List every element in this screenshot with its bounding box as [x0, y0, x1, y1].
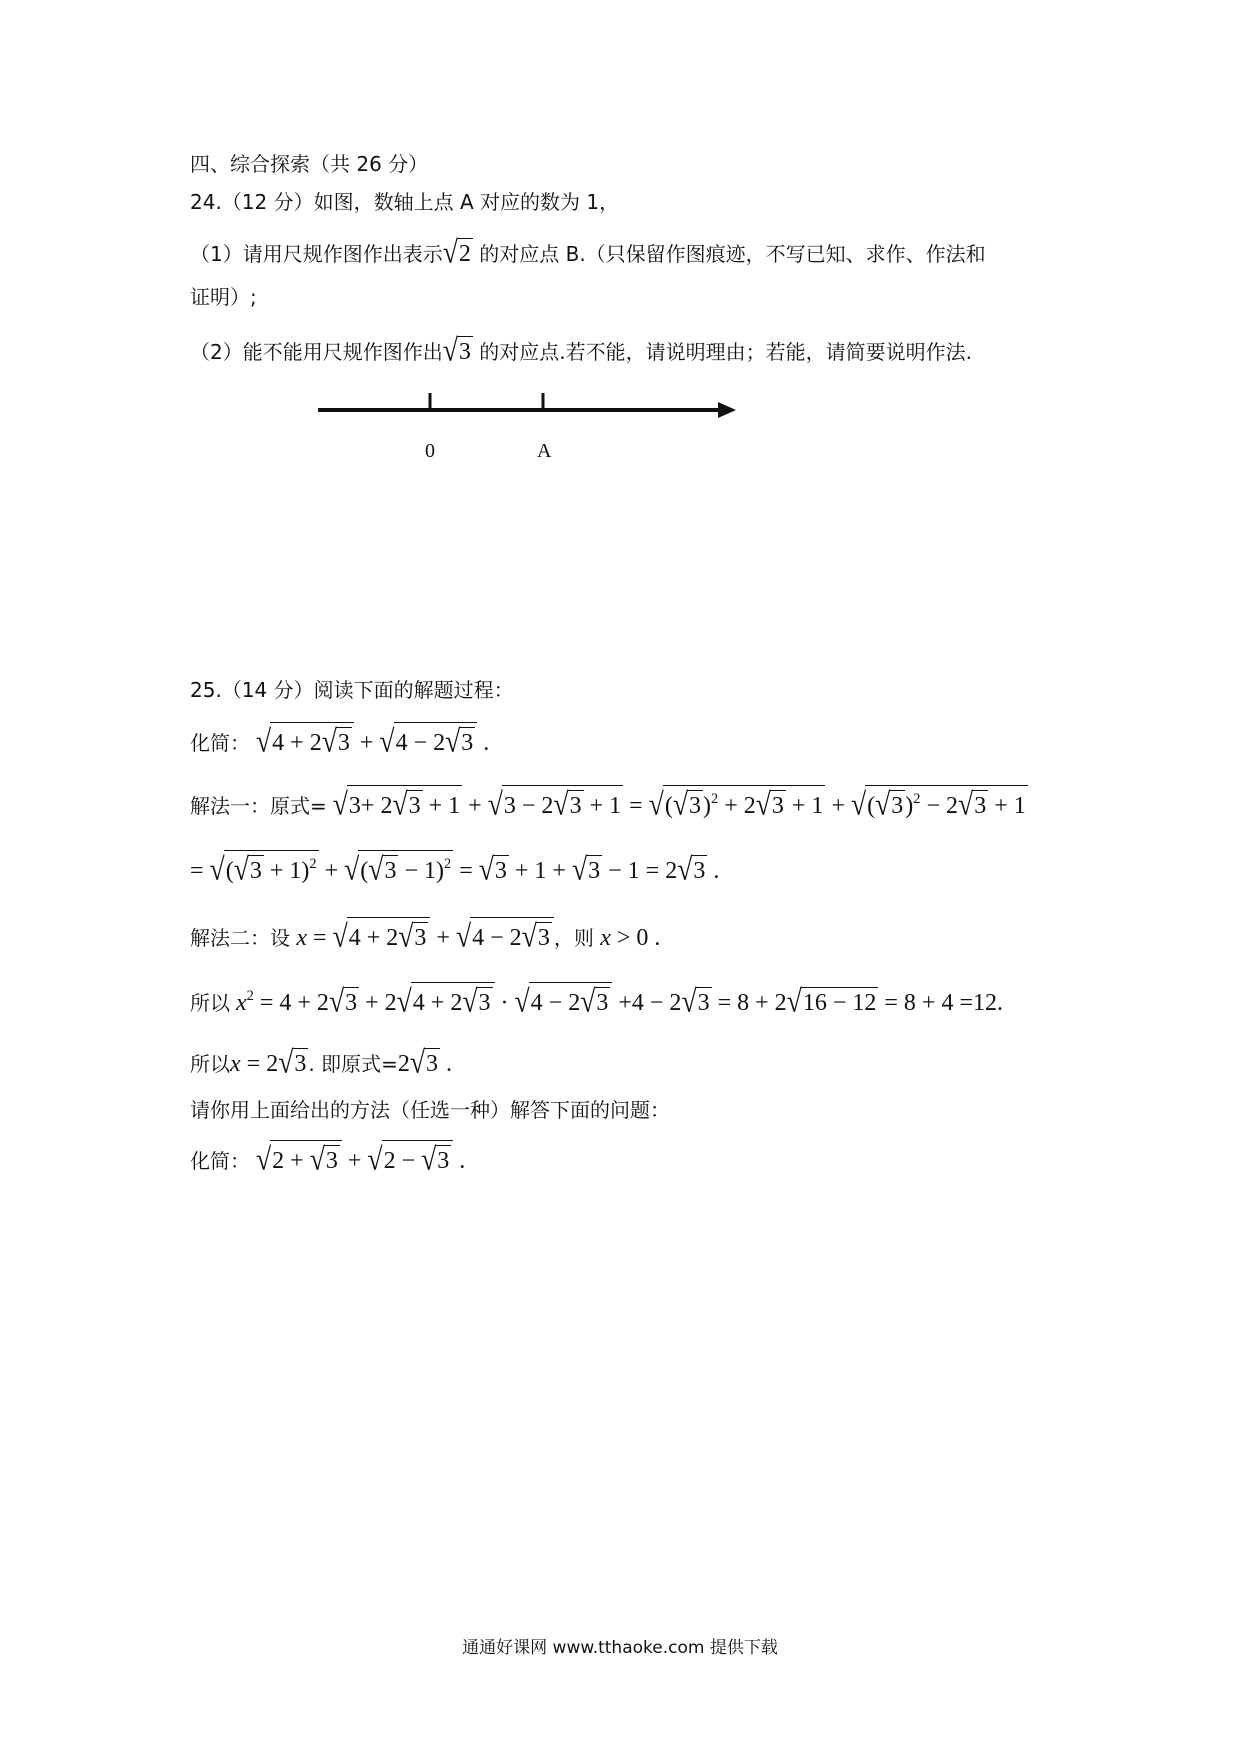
section-heading: 四、综合探索（共 26 分） [190, 152, 429, 176]
q25-method2 [190, 917, 660, 953]
final-label: 化简： [190, 1149, 250, 1173]
expr-simplify: √4 + 2√3 + √4 − 2√3 . [256, 722, 490, 759]
q24-part2-prefix: （2）能不能用尺规作图作出 [190, 340, 443, 364]
q25-x-squared [190, 982, 1003, 1018]
sqrt2-radical: √2 [442, 233, 471, 270]
q25-stem: 25.（14 分）阅读下面的解题过程： [190, 678, 514, 702]
expr-x-positive: x > 0 . [600, 925, 661, 951]
q25-result [190, 1045, 452, 1079]
sqrt3-radical: √3 [442, 331, 471, 368]
q24-part1-suffix: 的对应点 B.（只保留作图痕迹，不写已知、求作、作法和 [472, 242, 986, 266]
expr-method2: x = √4 + 2√3 + √4 − 2√3 [296, 925, 553, 951]
number-line-arrow [718, 402, 736, 418]
line6-tail: =12. [959, 990, 1003, 1016]
label-a: A [537, 440, 552, 462]
q24-part1-prefix: （1）请用尺规作图作出表示 [190, 242, 443, 266]
simplify-label: 化简： [190, 731, 250, 755]
q24-part2 [190, 333, 972, 367]
expr-method1: $√3+ 2√3 + 1 + √3 - 2√3 + 1 = √(√3)^2 + 2√3 + 1 + √(√3)^2 - 2√3 + 1$ [332, 785, 1026, 822]
result-mid: . 即原式= [308, 1052, 398, 1076]
method2-label: 解法二：设 [190, 926, 297, 950]
label-origin: 0 [425, 440, 435, 462]
expr-method1-cont: = $√(√3 + 1)^2 + √(√3 - 1)^2 = √3 + 1 + √3 - 1 = 2√3$ . [190, 850, 720, 887]
number-line [318, 388, 738, 418]
expr-result-value: 2√3 . [397, 1043, 452, 1080]
q25-final [190, 1140, 465, 1176]
q24-part2-suffix: 的对应点.若不能，请说明理由；若能，请简要说明作法. [472, 340, 972, 364]
q25-simplify [190, 722, 489, 758]
method1-label: 解法一：原式= [190, 794, 327, 818]
q24-part1-cont: 证明）; [190, 285, 257, 309]
q24-stem: 24.（12 分）如图，数轴上点 A 对应的数为 1， [190, 190, 620, 214]
expr-x-squared: $x^2 = 4 + 2√3 + 2√4 + 2√3 \cdot √4 - 2√3 +4 - 2√3 = 8 + 2√16 - 12 = 8 + 4$ [236, 982, 960, 1019]
q25-method1-cont [190, 850, 719, 886]
footer-credit: 通通好课网 www.tthaoke.com 提供下载 [462, 1638, 778, 1658]
method2-then: ，则 [553, 926, 601, 950]
q24-part1 [190, 235, 986, 269]
expr-final: √2 + √3 + √2 − √3 . [256, 1140, 466, 1177]
so-label-2: 所以 [190, 1052, 230, 1076]
so-label-1: 所以 [190, 991, 230, 1015]
q25-method1 [190, 785, 1028, 821]
expr-result-x: x = 2√3 [230, 1043, 307, 1080]
q25-instruction: 请你用上面给出的方法（任选一种）解答下面的问题： [190, 1098, 670, 1122]
